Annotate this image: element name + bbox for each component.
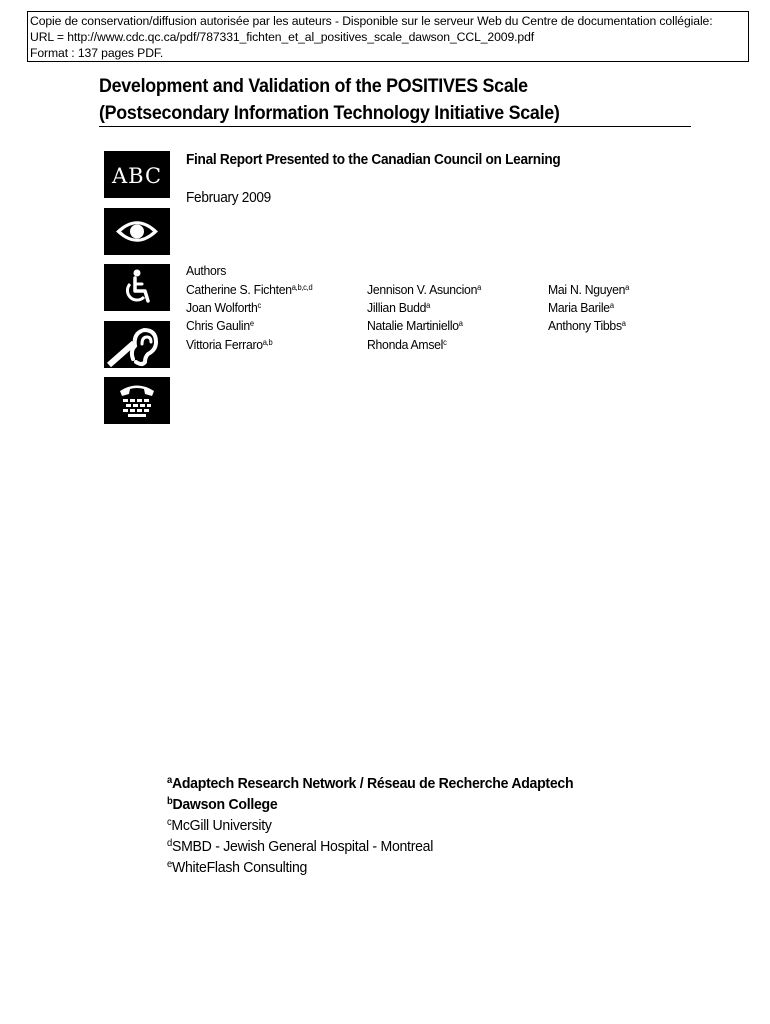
author-name: Natalie Martiniello$^a$ [367, 318, 463, 334]
author-name: Jillian Budd$^a$ [367, 300, 431, 316]
affiliation-item: $^e$WhiteFlash Consulting [167, 859, 308, 876]
eye-icon [104, 208, 170, 255]
header-notice-line1: Copie de conservation/diffusion autorisée par les auteurs - Disponible sur le serveur Web du Centre de documentation collégiale: [30, 14, 713, 28]
report-subtitle: Final Report Presented to the Canadian Council on Learning [186, 152, 561, 168]
abc-text-label: ABC [111, 164, 163, 188]
authors-column-3 [548, 281, 629, 336]
header-notice-format: Format : 137 pages PDF. [30, 46, 164, 60]
authors-column-1 [186, 281, 312, 354]
affiliation-item: $^a$Adaptech Research Network / Réseau de Recherche Adaptech [167, 775, 574, 792]
header-notice [27, 11, 749, 62]
affiliation-item: $^c$McGill University [167, 817, 272, 834]
author-name: Anthony Tibbs$^a$ [548, 318, 626, 334]
author-name: Chris Gaulin$^e$ [186, 318, 254, 334]
abc-text-icon [104, 151, 170, 198]
authors-heading: Authors [186, 263, 227, 278]
affiliation-item: $^b$Dawson College [167, 796, 278, 813]
author-name: Mai N. Nguyen$^a$ [548, 282, 630, 297]
author-name: Vittoria Ferraro$^{a,b}$ [186, 336, 273, 352]
title-line2: (Postsecondary Information Technology Initiative Scale) [99, 103, 560, 124]
header-notice-url[interactable]: URL = http://www.cdc.qc.ca/pdf/787331_fichten_et_al_positives_scale_dawson_CCL_2009.pdf [30, 30, 535, 44]
title-underline [99, 126, 691, 127]
title-line1: Development and Validation of the POSITIVES Scale [99, 76, 528, 97]
authors-column-2 [367, 281, 481, 354]
report-date: February 2009 [186, 190, 271, 206]
wheelchair-icon [104, 264, 170, 311]
author-name: Jennison V. Asuncion$^a$ [367, 282, 482, 297]
tty-phone-icon [104, 377, 170, 424]
affiliations [167, 773, 573, 878]
author-name: Catherine S. Fichten$^{a,b,c,d}$ [186, 282, 313, 297]
affiliation-item: $^d$SMBD - Jewish General Hospital - Montreal [167, 838, 434, 855]
author-name: Joan Wolforth$^c$ [186, 300, 261, 316]
hearing-assistance-icon [104, 321, 170, 368]
page-title [99, 73, 658, 127]
author-name: Maria Barile$^a$ [548, 300, 614, 316]
author-name: Rhonda Amsel$^c$ [367, 336, 447, 352]
